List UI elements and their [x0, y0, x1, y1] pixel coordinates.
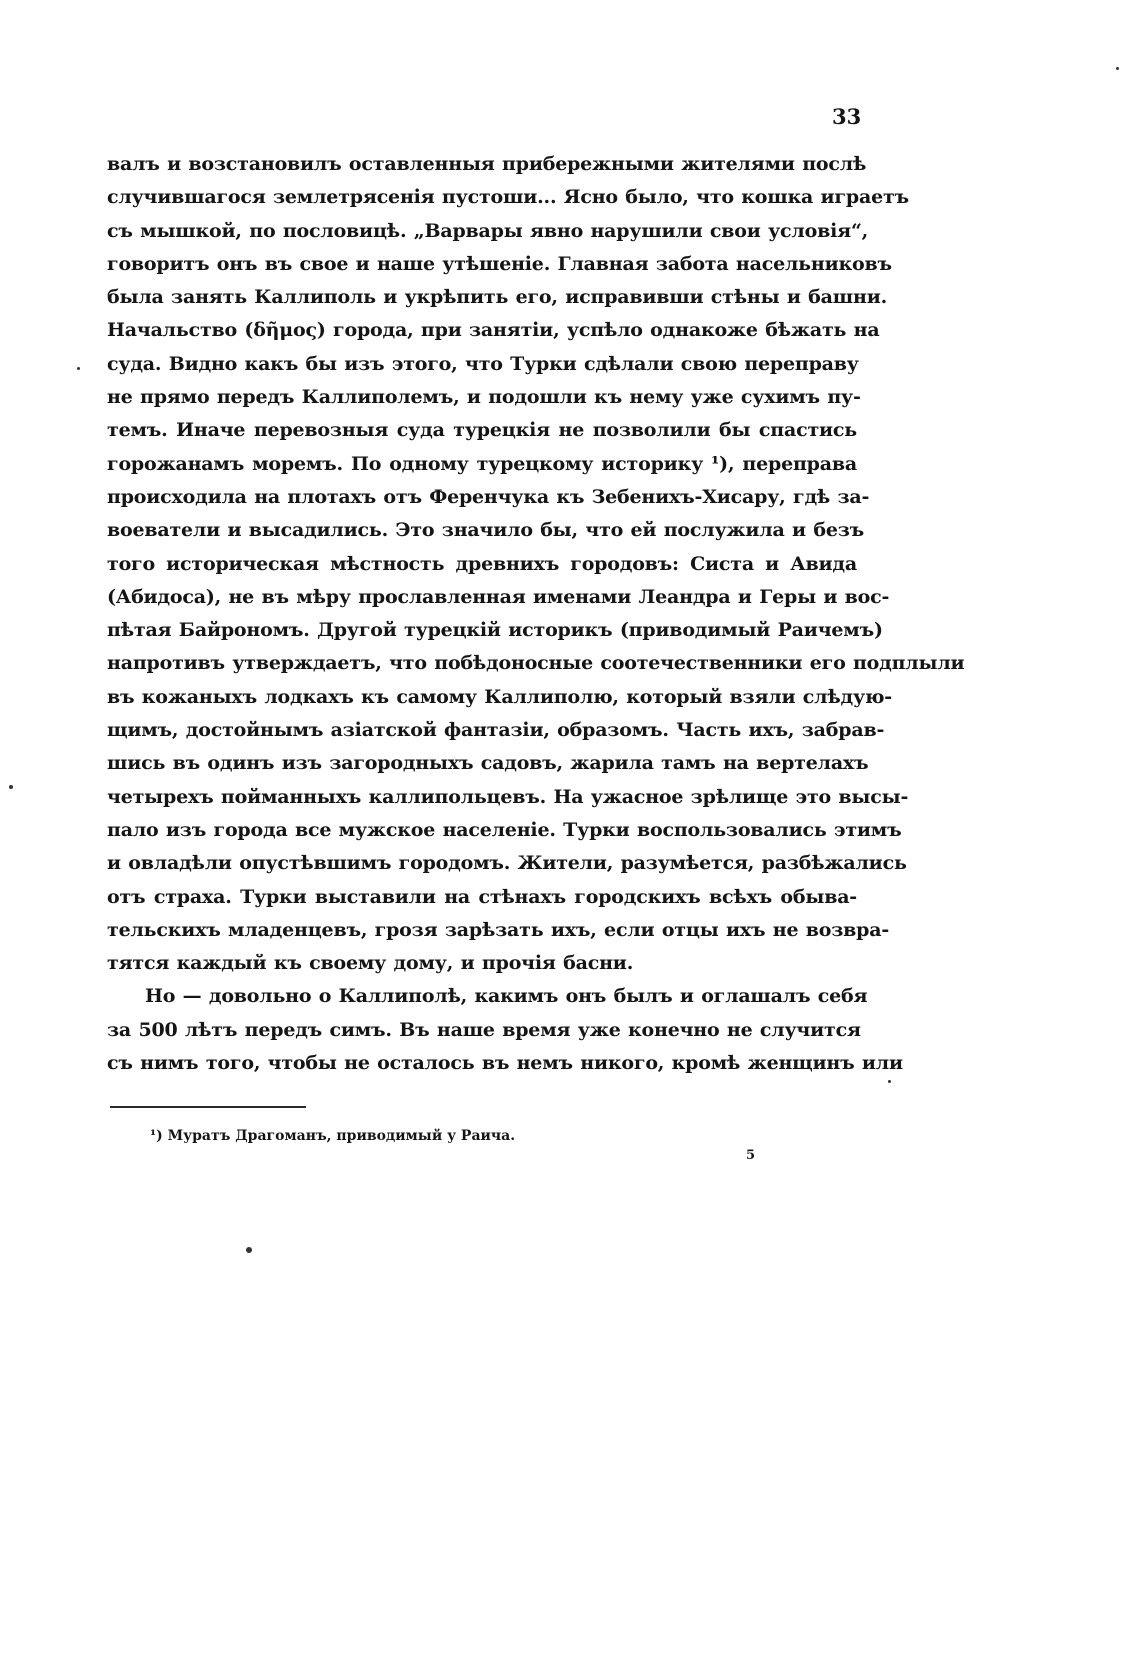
printer-signature: 5: [746, 1148, 756, 1163]
scan-speck: [888, 1080, 891, 1083]
page-number: 33: [832, 104, 862, 129]
text-line: (Абидоса), не въ мѣру прославленная именами Леандра и Геры и вос-: [107, 585, 890, 608]
text-line-paragraph-end: тятся каждый къ своему дому, и прочія басни.: [107, 952, 634, 975]
text-line: суда. Видно какъ бы изъ этого, что Турки сдѣлали свою переправу: [107, 352, 859, 375]
scan-speck: [246, 1247, 252, 1253]
text-line: щимъ, достойнымъ азіатской фантазіи, образомъ. Часть ихъ, забрав-: [107, 719, 885, 742]
text-line: за 500 лѣтъ передъ симъ. Въ наше время уже конечно не случится: [107, 1018, 861, 1041]
text-line: въ кожаныхъ лодкахъ къ самому Каллиполю, который взяли слѣдую-: [107, 685, 892, 708]
text-line: горожанамъ моремъ. По одному турецкому историку ¹), переправа: [107, 452, 857, 475]
footnote: ¹) Муратъ Драгоманъ, приводимый у Раича.: [150, 1128, 516, 1144]
text-line: отъ страха. Турки выставили на стѣнахъ городскихъ всѣхъ обыва-: [107, 885, 857, 908]
text-line: съ мышкой, по пословицѣ. „Варвары явно нарушили свои условія“,: [107, 219, 869, 242]
text-line: темъ. Иначе перевозныя суда турецкія не позволили бы спастись: [107, 419, 857, 442]
text-line: съ нимъ того, чтобы не осталось въ немъ никого, кромѣ женщинъ или: [107, 1052, 903, 1075]
text-line: напротивъ утверждаетъ, что побѣдоносные соотечественники его подплыли: [107, 652, 965, 675]
text-line: Начальство (δῆμος) города, при занятіи, успѣло однакоже бѣжать на: [107, 319, 880, 342]
text-line: шись въ одинъ изъ загородныхъ садовъ, жарила тамъ на вертелахъ: [107, 752, 869, 775]
body-text: [107, 148, 965, 1080]
text-line: происходила на плотахъ отъ Ференчука къ Зебенихъ-Хисару, гдѣ за-: [107, 485, 870, 508]
text-line: тельскихъ младенцевъ, грозя зарѣзать ихъ, если отцы ихъ не возвра-: [107, 918, 890, 941]
text-line: и овладѣли опустѣвшимъ городомъ. Жители, разумѣется, разбѣжались: [107, 852, 907, 875]
text-line: валъ и возстановилъ оставленныя прибережными жителями послѣ: [107, 153, 867, 175]
text-line: четырехъ пойманныхъ каллипольцевъ. На ужасное зрѣлище это высы-: [107, 785, 909, 808]
text-line: воеватели и высадились. Это значило бы, что ей послужила и безъ: [107, 519, 865, 542]
text-line-paragraph-start: Но — довольно о Каллиполѣ, какимъ онъ былъ и оглашалъ себя: [145, 985, 868, 1008]
scan-speck: [1116, 67, 1119, 70]
scan-speck: [9, 785, 13, 789]
text-line: пало изъ города все мужское населеніе. Турки воспользовались этимъ: [107, 818, 902, 841]
text-line: говоритъ онъ въ свое и наше утѣшеніе. Главная забота насельниковъ: [107, 252, 892, 275]
text-line: не прямо передъ Каллиполемъ, и подошли къ нему уже сухимъ пу-: [107, 386, 861, 409]
footnote-rule: [110, 1106, 306, 1108]
text-line: того историческая мѣстность древнихъ городовъ: Систа и Авида: [107, 552, 857, 575]
text-line: пѣтая Байрономъ. Другой турецкій историкъ (приводимый Раичемъ): [107, 619, 883, 642]
scan-speck: [77, 367, 80, 370]
text-line: случившагося землетрясенія пустоши... Ясно было, что кошка играетъ: [107, 186, 909, 209]
text-line: была занять Каллиполь и укрѣпить его, исправивши стѣны и башни.: [107, 286, 888, 309]
